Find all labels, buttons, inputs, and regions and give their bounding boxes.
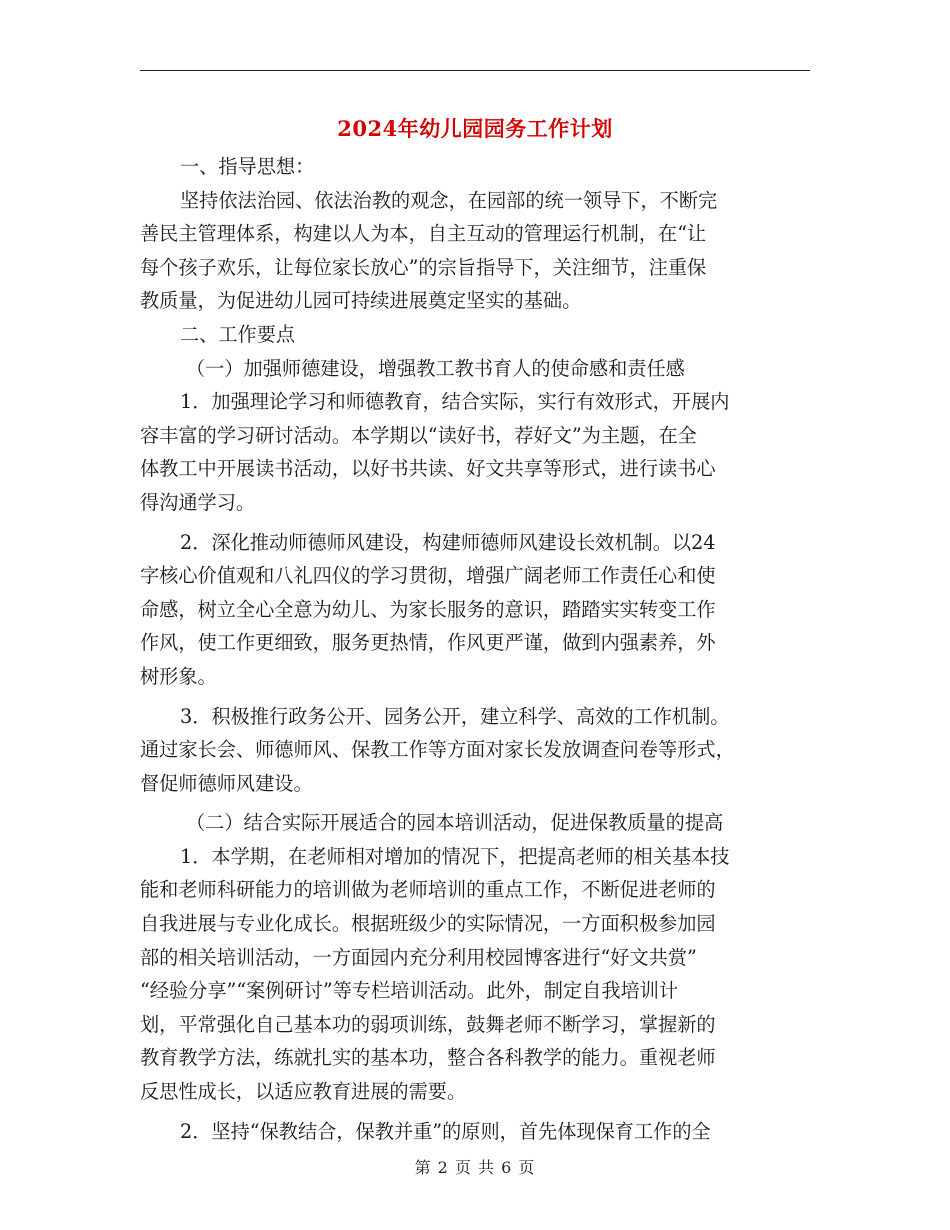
text-line: 2．坚持“保教结合，保教并重”的原则，首先体现保育工作的全 [180, 1119, 711, 1143]
text-line: 1．本学期，在老师相对增加的情况下，把提高老师的相关基本技 [180, 844, 730, 868]
text-line: 树形象。 [140, 664, 217, 688]
text-line: 划，平常强化自己基本功的弱项训练，鼓舞老师不断学习，掌握新的 [140, 1012, 716, 1036]
text-line: 通过家长会、师德师风、保教工作等方面对家长发放调查问卷等形式， [140, 738, 735, 762]
text-line: 教质量，为促进幼儿园可持续进展奠定坚实的基础。 [140, 289, 582, 313]
text-line: 1．加强理论学习和师德教育，结合实际，实行有效形式，开展内 [180, 390, 730, 414]
text-line: 教育教学方法，练就扎实的基本功，整合各科教学的能力。重视老师 [140, 1046, 716, 1070]
text-line: 能和老师科研能力的培训做为老师培训的重点工作，不断促进老师的 [140, 878, 716, 902]
text-line: 2．深化推动师德师风建设，构建师德师风建设长效机制。以24 [180, 530, 716, 554]
document-body [140, 150, 812, 1148]
header-rule [140, 70, 810, 71]
text-line: 3．积极推行政务公开、园务公开，建立科学、高效的工作机制。 [180, 704, 730, 728]
text-line: 得沟通学习。 [140, 490, 256, 514]
document-title: 2024年幼儿园园务工作计划 [337, 116, 613, 141]
text-line: “经验分享”“案例研讨”等专栏培训活动。此外，制定自我培训计 [140, 979, 679, 1003]
text-line: 每个孩子欢乐，让每位家长放心”的宗旨指导下，关注细节，注重保 [140, 255, 707, 279]
text-line: 字核心价值观和八礼四仪的学习贯彻，增强广阔老师工作责任心和使 [140, 564, 716, 588]
page-number: 第 2 页 共 6 页 [414, 1158, 536, 1177]
text-line: 督促师德师风建设。 [140, 771, 313, 795]
text-line: 容丰富的学习研讨活动。本学期以“读好书，荐好文”为主题，在全 [140, 423, 697, 447]
text-line: 善民主管理体系，构建以人为本，自主互动的管理运行机制，在“让 [140, 222, 707, 246]
text-line: （二）结合实际开展适合的园本培训活动，促进保教质量的提高 [186, 811, 724, 835]
text-line: 作风，使工作更细致，服务更热情，作风更严谨，做到内强素养，外 [140, 631, 716, 655]
text-line: 命感，树立全心全意为幼儿、为家长服务的意识，踏踏实实转变工作 [140, 597, 716, 621]
text-line: 坚持依法治园、依法治教的观念，在园部的统一领导下，不断完 [180, 188, 718, 212]
text-line: 自我进展与专业化成长。根据班级少的实际情况，一方面积极参加园 [140, 912, 716, 936]
text-line: 二、工作要点 [180, 322, 296, 346]
text-line: 一、指导思想： [180, 155, 315, 178]
text-line: （一）加强师德建设，增强教工教书育人的使命感和责任感 [186, 356, 685, 380]
text-line: 反思性成长，以适应教育进展的需要。 [140, 1080, 467, 1104]
text-line: 体教工中开展读书活动，以好书共读、好文共享等形式，进行读书心 [140, 457, 716, 481]
text-line: 部的相关培训活动，一方面园内充分利用校园博客进行“好文共赏” [140, 945, 697, 969]
